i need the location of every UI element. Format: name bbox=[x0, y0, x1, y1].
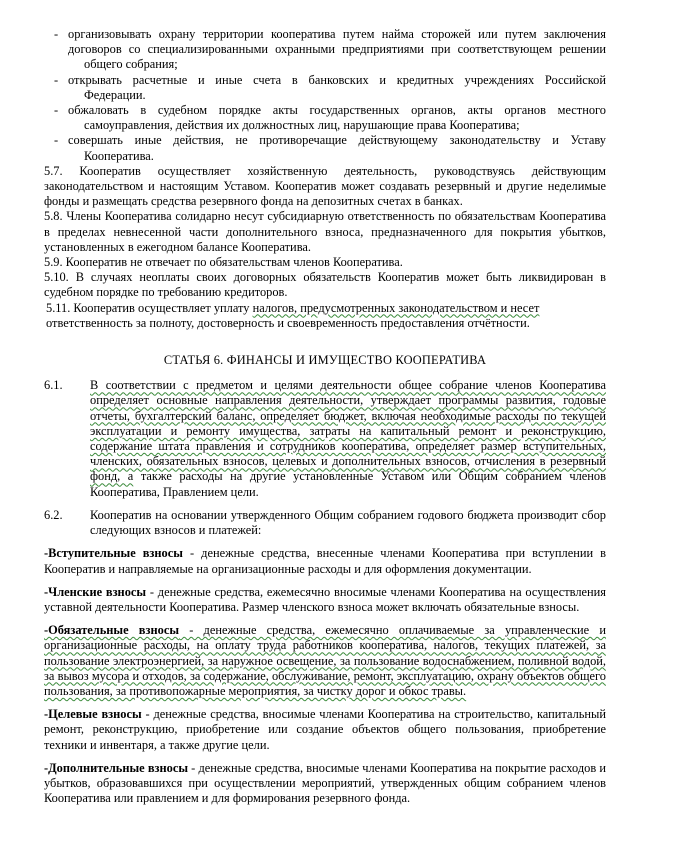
bullet-dash: - bbox=[54, 27, 59, 41]
fee-description: - денежные средства, вносимые членами Кооператива на строительство, капитальный ремонт, реконструкцию, приобретение или создание объектов общего пользования, приобретение техники и инвентаря, а также другие цели. bbox=[44, 707, 607, 752]
paragraph-6-2-number: 6.2. bbox=[44, 507, 63, 522]
paragraph-6-1-text bbox=[90, 378, 606, 500]
bullet-text-continuation: общего собрания; bbox=[84, 57, 178, 72]
fee-entry-additional bbox=[44, 761, 606, 807]
paragraph-5-11-highlight: налогов, предусмотренных законодательством и несет bbox=[252, 300, 540, 315]
fee-entry-mandatory bbox=[44, 623, 606, 699]
paragraph-5-9: 5.9. Кооператив не отвечает по обязательствам членов Кооператива. bbox=[44, 255, 403, 270]
paragraph-6-1-rest: также расходы на другие установленные Уставом или Общим собранием членов Кооператива, Правлением цели. bbox=[90, 469, 606, 499]
bullet-dash: - bbox=[54, 103, 59, 118]
fee-entry-membership bbox=[44, 585, 606, 615]
bullet-list bbox=[44, 27, 606, 164]
fee-term: -Членские взносы bbox=[44, 584, 147, 599]
fee-term: -Вступительные взносы bbox=[44, 546, 183, 561]
bullet-item bbox=[44, 27, 606, 73]
fee-description: - денежные средства, ежемесячно вносимые членами Кооператива на осуществления уставной деятельности Кооператива. Размер членского взноса может включать обязательные взносы. bbox=[44, 584, 607, 614]
article-6-heading: СТАТЬЯ 6. ФИНАНСЫ И ИМУЩЕСТВО КООПЕРАТИВА bbox=[163, 353, 487, 368]
paragraph-6-1-number: 6.1. bbox=[44, 378, 63, 393]
fee-description: - денежные средства, вносимые членами Кооператива на покрытие расходов и убытков, образовавшихся при осуществлении мероприятий, утвержденных общим собранием членов Кооператива или правлением и для формирования резервного фонда. bbox=[44, 760, 606, 806]
fee-entry-targeted bbox=[44, 707, 606, 753]
bullet-item bbox=[44, 133, 606, 163]
paragraph-5-11-lead: 5.11. Кооператив осуществляет уплату bbox=[46, 300, 253, 315]
paragraph-5-11-tail: ответственность за полноту, достоверность и своевременность предоставления отчётности. bbox=[46, 315, 530, 330]
paragraph-6-1-highlight: В соответствии с предметом и целями деятельности общее собрание членов Кооператива определяет основные направления деятельности, утверждает программы развития, годовые отчеты, бухгалтерский баланс, определяет бюджет, включая необходимые расходы по текущей эксплуатации и ремонту имущества, затраты на капитальный ремонт и реконструкцию, содержание штата правления и сотрудников кооператива, определяет размер вступительных, членских, обязательных взносов, целевых и дополнительных взносов, отчисления в резервный фонд, а bbox=[90, 378, 606, 484]
fee-entry-entrance bbox=[44, 546, 606, 576]
bullet-text: открывать расчетные и иные счета в банковских и кредитных учреждениях Российской bbox=[68, 72, 606, 87]
fee-description: - денежные средства, внесенные членами Кооператива при вступлении в Кооператив и направляемые на организационные расходы и для оформления документации. bbox=[44, 546, 607, 576]
paragraph-5-8: 5.8. Члены Кооператива солидарно несут субсидиарную ответственность по обязательствам Кооператива в пределах невнесенной части дополнительного взноса, предназначенного для покрытия убытков, установленных в ежегодном балансе Кооператива. bbox=[44, 209, 606, 254]
paragraph-5-11 bbox=[44, 301, 606, 331]
fee-term: -Дополнительные взносы bbox=[44, 760, 188, 775]
bullet-dash: - bbox=[54, 133, 59, 148]
bullet-item bbox=[44, 73, 606, 103]
bullet-text-continuation: самоуправления, действия их должностных лиц, нарушающие права Кооператива; bbox=[84, 118, 520, 133]
paragraph-6-2-body: Кооператив на основании утвержденного Общим собранием годового бюджета производит сбор следующих взносов и платежей: bbox=[90, 507, 606, 538]
paragraph-6-2 bbox=[44, 508, 606, 538]
document-page bbox=[44, 27, 606, 806]
paragraph-6-1 bbox=[44, 378, 606, 500]
paragraph-6-2-text bbox=[90, 508, 606, 538]
fee-term: -Целевые взносы bbox=[44, 707, 142, 722]
bullet-text-continuation: Кооператива. bbox=[84, 148, 154, 163]
bullet-text-continuation: Федерации. bbox=[84, 87, 146, 102]
bullet-text: совершать иные действия, не противоречащие действующему законодательству и Уставу bbox=[68, 133, 606, 148]
bullet-dash: - bbox=[54, 72, 59, 87]
bullet-item bbox=[44, 103, 606, 133]
bullet-text: обжаловать в судебном порядке акты государственных органов, акты органов местного bbox=[68, 103, 606, 118]
paragraph-5-10: 5.10. В случаях неоплаты своих договорных обязательств Кооператив может быть ликвидирован в судебном порядке по требованию кредиторов. bbox=[44, 270, 606, 300]
fee-description: - денежные средства, ежемесячно оплачиваемые за управленческие и организационные расходы, на оплату труда работников кооператива, налогов, текущих платежей, за пользование электроэнергией, за наружное освещение, за пользование водоснабжением, поливной водой, за вывоз мусора и отходов, за содержание, обслуживание, ремонт, эксплуатацию, охрану объектов общего пользования, за противопожарные мероприятия, за чистку дорог и обкос травы. bbox=[44, 623, 606, 698]
bullet-text: организовывать охрану территории кооператива путем найма сторожей или путем заключения договоров со специализированными охранными предприятиями при соответствующем решении bbox=[68, 27, 606, 57]
fee-term: -Обязательные взносы bbox=[44, 623, 179, 638]
paragraph-5-7: 5.7. Кооператив осуществляет хозяйственную деятельность, руководствуясь действующим законодательством и настоящим Уставом. Кооператив может создавать резервный и другие неделимые фонды и размещать средства резервного фонда на депозитных счетах в банках. bbox=[44, 163, 606, 209]
